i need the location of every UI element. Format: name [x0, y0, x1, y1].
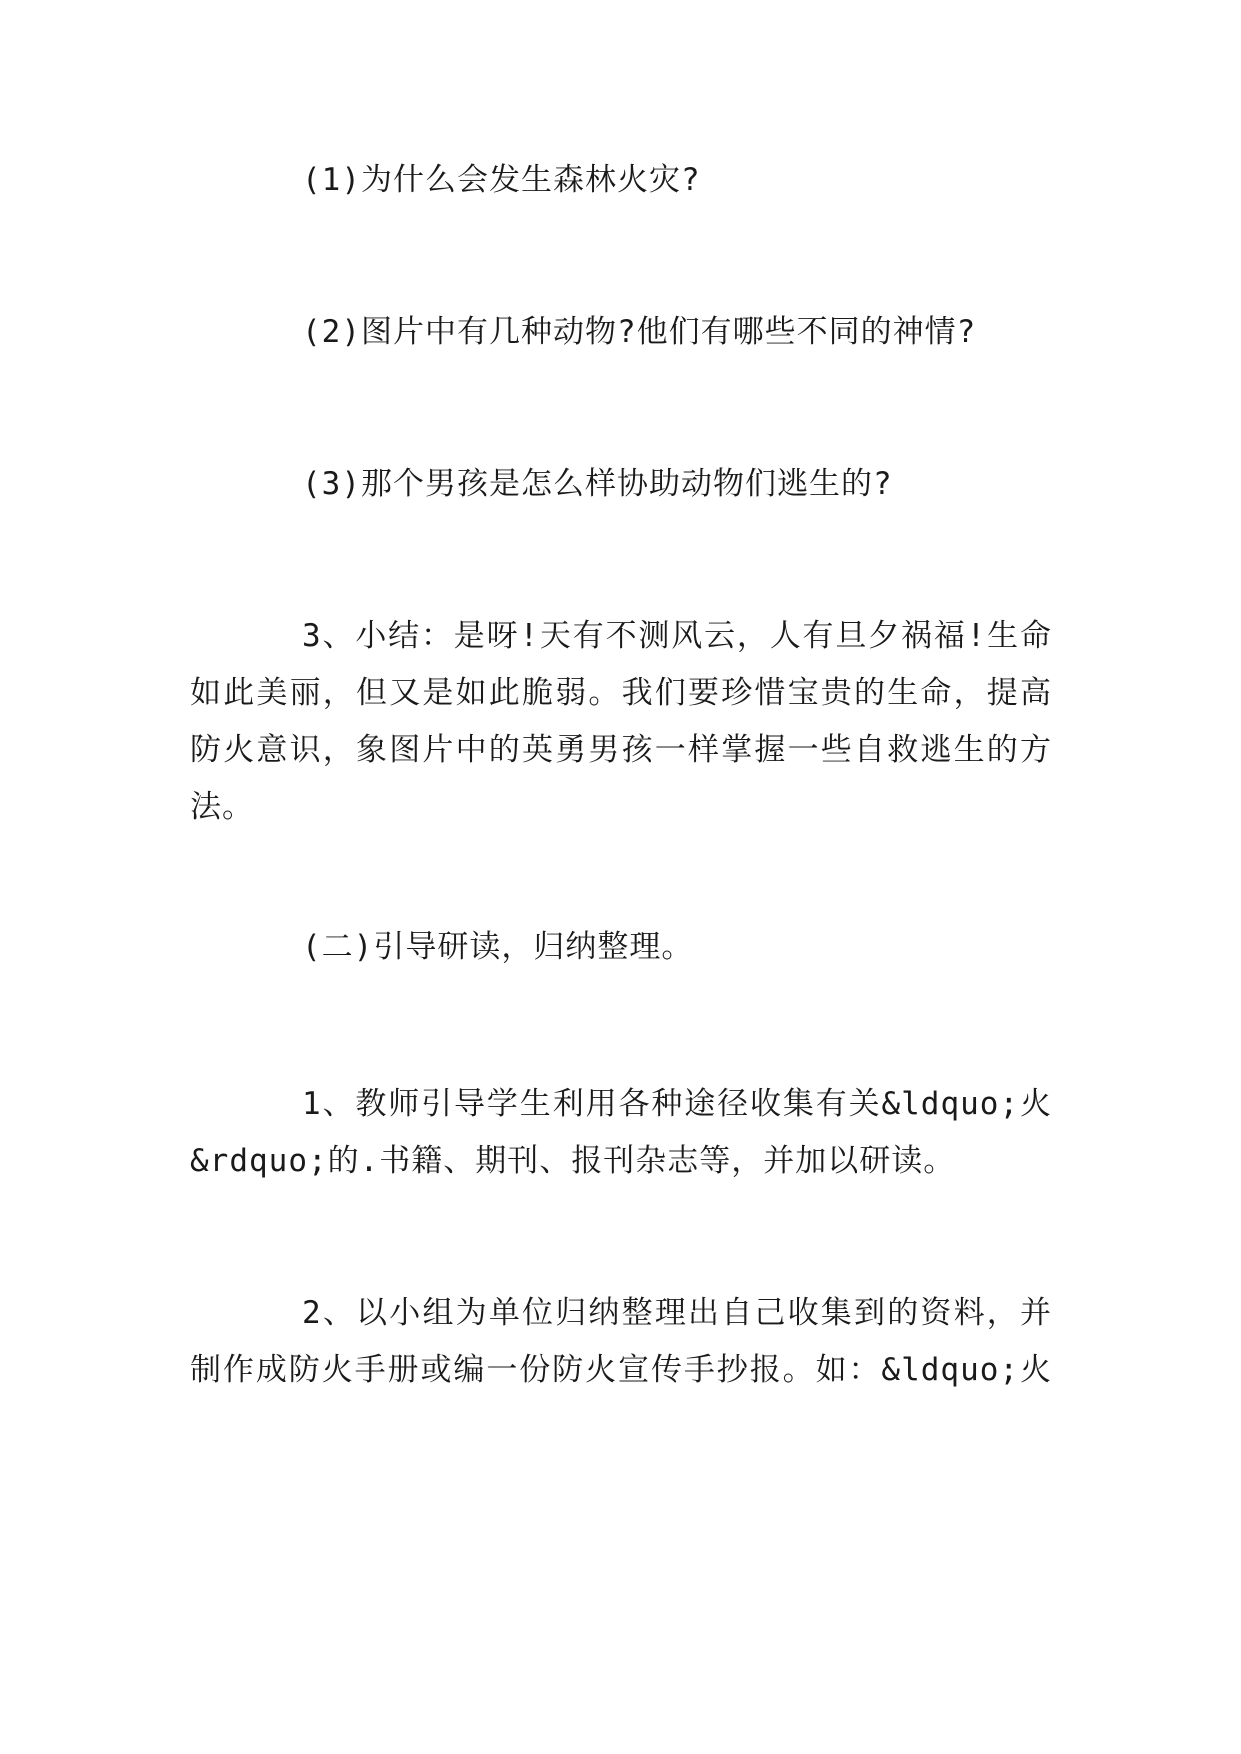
section-heading: [190, 919, 1052, 976]
step-2-line-1: 2、以小组为单位归纳整理出自己收集到的资料，并: [302, 1295, 1052, 1331]
summary-line-4: 法。: [190, 789, 254, 825]
question-3: [190, 456, 1052, 513]
step-2-paragraph: [190, 1285, 1052, 1399]
step-1-line-1: 1、教师引导学生利用各种途径收集有关&ldquo;火: [302, 1086, 1052, 1122]
summary-paragraph: [190, 608, 1052, 836]
question-2-line: (2)图片中有几种动物?他们有哪些不同的神情?: [302, 314, 977, 350]
question-3-line: (3)那个男孩是怎么样协助动物们逃生的?: [302, 466, 893, 502]
question-1: [190, 152, 1052, 209]
step-1-paragraph: [190, 1076, 1052, 1190]
summary-line-1: 3、小结：是呀!天有不测风云，人有旦夕祸福!生命: [302, 618, 1052, 654]
step-1-line-2: &rdquo;的.书籍、期刊、报刊杂志等，并加以研读。: [190, 1143, 956, 1179]
summary-line-2: 如此美丽，但又是如此脆弱。我们要珍惜宝贵的生命，提高: [190, 675, 1052, 711]
summary-line-3: 防火意识，象图片中的英勇男孩一样掌握一些自救逃生的方: [190, 732, 1052, 768]
step-2-line-2: 制作成防火手册或编一份防火宣传手抄报。如：&ldquo;火: [190, 1352, 1052, 1388]
question-2: [190, 304, 1052, 361]
section-heading-line: (二)引导研读，归纳整理。: [302, 929, 694, 965]
question-1-line: (1)为什么会发生森林火灾?: [302, 162, 701, 198]
